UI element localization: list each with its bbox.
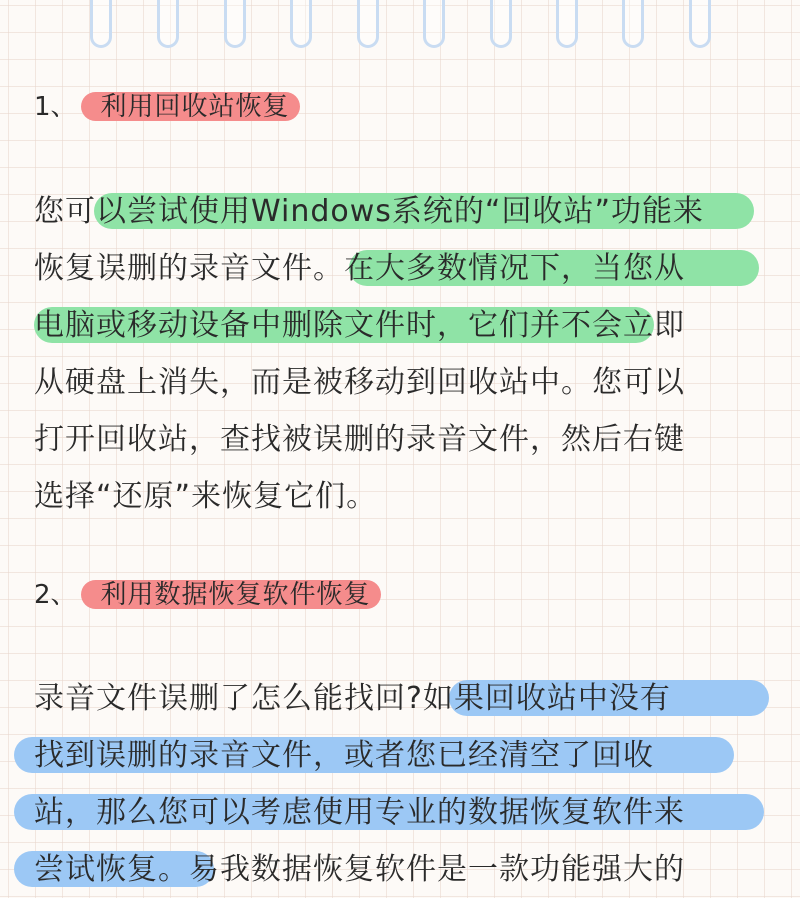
section-1-heading (34, 84, 300, 124)
line-text: 电脑或移动设备中删除文件时，它们并不会立即 (34, 308, 685, 343)
paragraph-line (34, 297, 774, 354)
binding-ring (556, 0, 578, 48)
paragraph-line (34, 784, 774, 841)
section-1-paragraph (34, 183, 774, 525)
line-text: 尝试恢复。易我数据恢复软件是一款功能强大的 (34, 852, 685, 887)
notebook-binding (0, 0, 800, 60)
paragraph-line (34, 354, 774, 411)
paragraph-line (34, 411, 774, 468)
binding-ring (224, 0, 246, 48)
paragraph-line (34, 670, 774, 727)
section-1-number: 1、 (34, 91, 77, 122)
paragraph-line (34, 183, 774, 240)
section-2-heading (34, 572, 381, 612)
paragraph-line (34, 727, 774, 784)
section-1-title: 利用回收站恢复 (81, 86, 300, 123)
line-text: 录音文件误删了怎么能找回?如果回收站中没有 (34, 681, 671, 716)
line-text: 从硬盘上消失，而是被移动到回收站中。您可以 (34, 365, 685, 400)
section-2-paragraph (34, 670, 774, 898)
paragraph-line (34, 240, 774, 297)
section-2-title: 利用数据恢复软件恢复 (81, 574, 381, 611)
line-text: 您可以尝试使用Windows系统的“回收站”功能来 (34, 194, 704, 229)
binding-ring (423, 0, 445, 48)
binding-ring (357, 0, 379, 48)
line-text: 找到误删的录音文件，或者您已经清空了回收 (34, 738, 654, 773)
binding-ring (622, 0, 644, 48)
binding-ring (90, 0, 112, 48)
paragraph-line (34, 841, 774, 898)
binding-ring (689, 0, 711, 48)
line-text: 选择“还原”来恢复它们。 (34, 479, 378, 514)
line-text: 站，那么您可以考虑使用专业的数据恢复软件来 (34, 795, 685, 830)
line-text: 恢复误删的录音文件。在大多数情况下，当您从 (34, 251, 685, 286)
line-text: 打开回收站，查找被误删的录音文件，然后右键 (34, 422, 685, 457)
binding-ring (290, 0, 312, 48)
binding-ring (157, 0, 179, 48)
paragraph-line (34, 468, 774, 525)
binding-ring (490, 0, 512, 48)
section-2-number: 2、 (34, 579, 77, 610)
